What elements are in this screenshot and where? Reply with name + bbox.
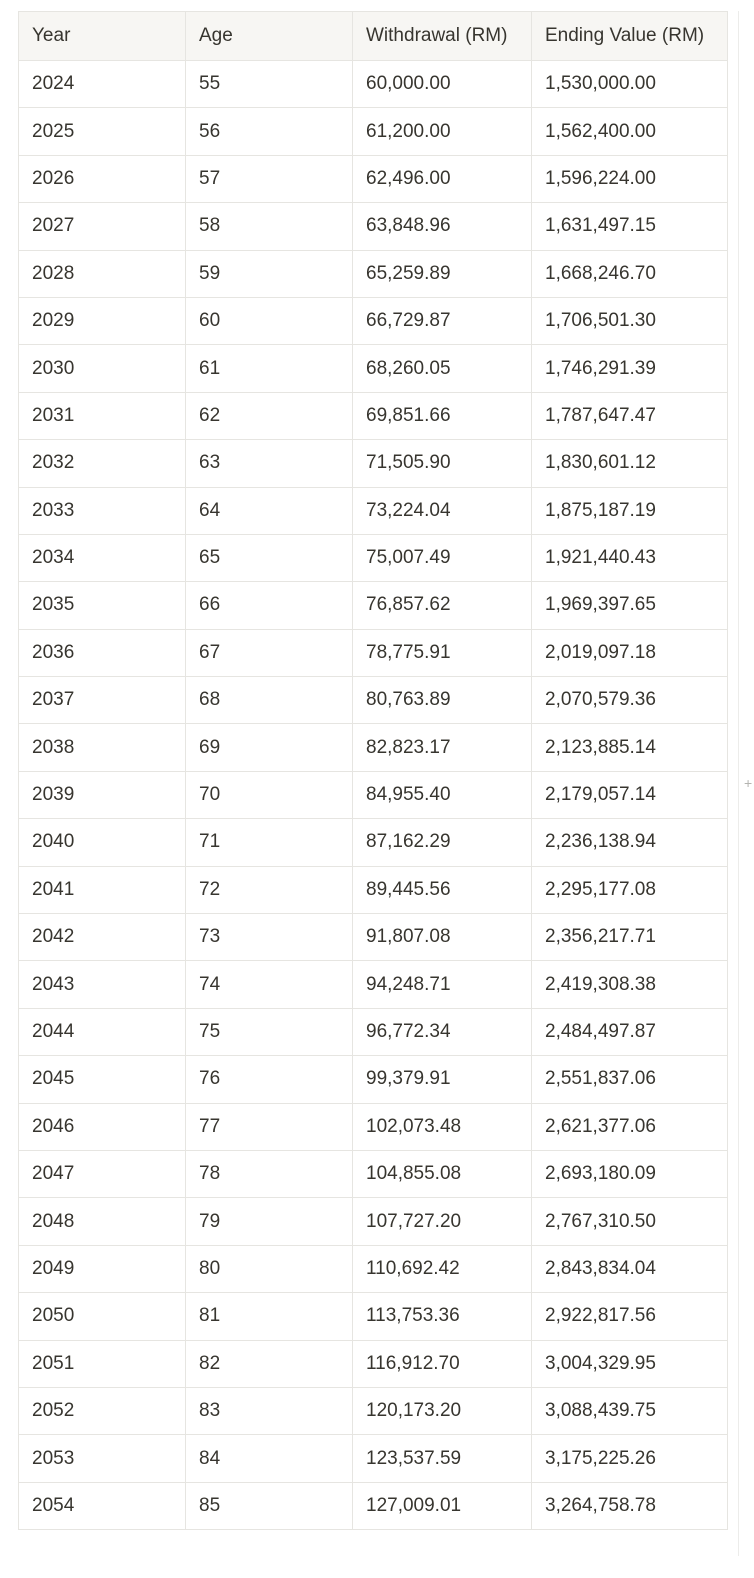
table-row [19, 724, 728, 771]
cell-age: 80 [186, 1245, 353, 1292]
cell-year: 2050 [19, 1293, 186, 1340]
cell-age: 67 [186, 629, 353, 676]
cell-year: 2024 [19, 61, 186, 108]
cell-ending-value: 2,236,138.94 [532, 819, 728, 866]
table-row [19, 677, 728, 724]
cell-age: 68 [186, 677, 353, 724]
cell-year: 2035 [19, 582, 186, 629]
cell-ending-value: 2,843,834.04 [532, 1245, 728, 1292]
cell-ending-value: 3,088,439.75 [532, 1387, 728, 1434]
cell-ending-value: 1,596,224.00 [532, 155, 728, 202]
table-row [19, 819, 728, 866]
cell-age: 73 [186, 914, 353, 961]
cell-withdrawal: 89,445.56 [353, 866, 532, 913]
cell-year: 2028 [19, 250, 186, 297]
cell-ending-value: 1,921,440.43 [532, 534, 728, 581]
cell-ending-value: 1,787,647.47 [532, 392, 728, 439]
cell-age: 56 [186, 108, 353, 155]
table-row [19, 629, 728, 676]
cell-age: 75 [186, 1008, 353, 1055]
cell-age: 63 [186, 440, 353, 487]
cell-withdrawal: 76,857.62 [353, 582, 532, 629]
table-row [19, 914, 728, 961]
table-row [19, 1293, 728, 1340]
table-row [19, 61, 728, 108]
table-row [19, 297, 728, 344]
cell-withdrawal: 123,537.59 [353, 1435, 532, 1482]
cell-age: 82 [186, 1340, 353, 1387]
cell-age: 72 [186, 866, 353, 913]
cell-ending-value: 2,179,057.14 [532, 771, 728, 818]
cell-ending-value: 2,484,497.87 [532, 1008, 728, 1055]
cell-year: 2045 [19, 1056, 186, 1103]
cell-ending-value: 2,551,837.06 [532, 1056, 728, 1103]
cell-withdrawal: 65,259.89 [353, 250, 532, 297]
cell-year: 2043 [19, 961, 186, 1008]
cell-withdrawal: 104,855.08 [353, 1150, 532, 1197]
table-row [19, 250, 728, 297]
cell-withdrawal: 71,505.90 [353, 440, 532, 487]
cell-year: 2039 [19, 771, 186, 818]
table-row [19, 1056, 728, 1103]
table-row [19, 866, 728, 913]
cell-withdrawal: 110,692.42 [353, 1245, 532, 1292]
cell-withdrawal: 82,823.17 [353, 724, 532, 771]
cell-age: 58 [186, 203, 353, 250]
cell-withdrawal: 68,260.05 [353, 345, 532, 392]
cell-age: 83 [186, 1387, 353, 1434]
cell-ending-value: 2,767,310.50 [532, 1198, 728, 1245]
cell-age: 66 [186, 582, 353, 629]
cell-withdrawal: 102,073.48 [353, 1103, 532, 1150]
table-row [19, 1150, 728, 1197]
cell-withdrawal: 80,763.89 [353, 677, 532, 724]
cell-year: 2052 [19, 1387, 186, 1434]
cell-age: 71 [186, 819, 353, 866]
table-row [19, 1008, 728, 1055]
cell-year: 2042 [19, 914, 186, 961]
cell-ending-value: 1,969,397.65 [532, 582, 728, 629]
cell-ending-value: 1,746,291.39 [532, 345, 728, 392]
cell-year: 2054 [19, 1482, 186, 1529]
cell-withdrawal: 60,000.00 [353, 61, 532, 108]
cell-age: 79 [186, 1198, 353, 1245]
cell-ending-value: 2,123,885.14 [532, 724, 728, 771]
cell-age: 78 [186, 1150, 353, 1197]
table-row [19, 155, 728, 202]
cell-ending-value: 1,631,497.15 [532, 203, 728, 250]
cell-ending-value: 2,070,579.36 [532, 677, 728, 724]
retirement-table-container [18, 11, 727, 1530]
table-body [19, 61, 728, 1530]
cell-year: 2031 [19, 392, 186, 439]
cell-ending-value: 1,668,246.70 [532, 250, 728, 297]
cell-age: 69 [186, 724, 353, 771]
cell-year: 2041 [19, 866, 186, 913]
table-row [19, 1198, 728, 1245]
cell-age: 55 [186, 61, 353, 108]
cell-year: 2049 [19, 1245, 186, 1292]
cell-year: 2047 [19, 1150, 186, 1197]
cell-ending-value: 3,264,758.78 [532, 1482, 728, 1529]
cell-age: 60 [186, 297, 353, 344]
header-age: Age [186, 12, 353, 61]
cell-year: 2029 [19, 297, 186, 344]
table-row [19, 1482, 728, 1529]
cell-withdrawal: 120,173.20 [353, 1387, 532, 1434]
cell-ending-value: 2,922,817.56 [532, 1293, 728, 1340]
cell-withdrawal: 66,729.87 [353, 297, 532, 344]
cell-age: 57 [186, 155, 353, 202]
table-row [19, 108, 728, 155]
cell-withdrawal: 75,007.49 [353, 534, 532, 581]
cell-year: 2026 [19, 155, 186, 202]
cell-withdrawal: 61,200.00 [353, 108, 532, 155]
table-row [19, 961, 728, 1008]
cell-ending-value: 2,356,217.71 [532, 914, 728, 961]
cell-year: 2032 [19, 440, 186, 487]
cell-age: 84 [186, 1435, 353, 1482]
cell-ending-value: 1,830,601.12 [532, 440, 728, 487]
cell-withdrawal: 87,162.29 [353, 819, 532, 866]
cell-year: 2038 [19, 724, 186, 771]
cell-year: 2025 [19, 108, 186, 155]
cell-withdrawal: 94,248.71 [353, 961, 532, 1008]
cell-year: 2037 [19, 677, 186, 724]
cell-ending-value: 2,419,308.38 [532, 961, 728, 1008]
cell-year: 2051 [19, 1340, 186, 1387]
cell-year: 2034 [19, 534, 186, 581]
header-year: Year [19, 12, 186, 61]
table-row [19, 203, 728, 250]
cell-ending-value: 1,875,187.19 [532, 487, 728, 534]
table-row [19, 440, 728, 487]
cell-year: 2040 [19, 819, 186, 866]
cell-age: 59 [186, 250, 353, 297]
cell-ending-value: 1,562,400.00 [532, 108, 728, 155]
cell-ending-value: 3,004,329.95 [532, 1340, 728, 1387]
cell-withdrawal: 99,379.91 [353, 1056, 532, 1103]
cell-ending-value: 3,175,225.26 [532, 1435, 728, 1482]
cell-year: 2036 [19, 629, 186, 676]
cell-ending-value: 2,621,377.06 [532, 1103, 728, 1150]
cell-ending-value: 2,019,097.18 [532, 629, 728, 676]
cell-ending-value: 1,706,501.30 [532, 297, 728, 344]
table-row [19, 345, 728, 392]
cell-year: 2030 [19, 345, 186, 392]
cell-withdrawal: 62,496.00 [353, 155, 532, 202]
cell-age: 70 [186, 771, 353, 818]
header-row [19, 12, 728, 61]
cell-year: 2053 [19, 1435, 186, 1482]
cell-withdrawal: 107,727.20 [353, 1198, 532, 1245]
table-row [19, 1245, 728, 1292]
panel-edge-divider [738, 11, 739, 1556]
table-row [19, 392, 728, 439]
cell-year: 2033 [19, 487, 186, 534]
cell-withdrawal: 113,753.36 [353, 1293, 532, 1340]
table-row [19, 1103, 728, 1150]
cell-age: 76 [186, 1056, 353, 1103]
cell-withdrawal: 69,851.66 [353, 392, 532, 439]
cell-age: 65 [186, 534, 353, 581]
cell-withdrawal: 84,955.40 [353, 771, 532, 818]
cell-age: 77 [186, 1103, 353, 1150]
cell-withdrawal: 78,775.91 [353, 629, 532, 676]
cell-year: 2027 [19, 203, 186, 250]
header-ending-value: Ending Value (RM) [532, 12, 728, 61]
cell-withdrawal: 96,772.34 [353, 1008, 532, 1055]
table-row [19, 1435, 728, 1482]
cell-ending-value: 2,295,177.08 [532, 866, 728, 913]
cell-ending-value: 1,530,000.00 [532, 61, 728, 108]
cell-year: 2044 [19, 1008, 186, 1055]
table-row [19, 487, 728, 534]
cell-age: 62 [186, 392, 353, 439]
cell-withdrawal: 63,848.96 [353, 203, 532, 250]
cell-withdrawal: 73,224.04 [353, 487, 532, 534]
cell-age: 61 [186, 345, 353, 392]
cell-withdrawal: 127,009.01 [353, 1482, 532, 1529]
table-row [19, 1340, 728, 1387]
cell-withdrawal: 91,807.08 [353, 914, 532, 961]
retirement-withdrawal-table [18, 11, 728, 1530]
cell-year: 2048 [19, 1198, 186, 1245]
table-header [19, 12, 728, 61]
table-row [19, 534, 728, 581]
table-row [19, 1387, 728, 1434]
table-row [19, 771, 728, 818]
cell-age: 74 [186, 961, 353, 1008]
cell-age: 64 [186, 487, 353, 534]
cell-age: 81 [186, 1293, 353, 1340]
cell-age: 85 [186, 1482, 353, 1529]
resize-handle-icon[interactable]: + [744, 775, 753, 791]
cell-ending-value: 2,693,180.09 [532, 1150, 728, 1197]
cell-year: 2046 [19, 1103, 186, 1150]
cell-withdrawal: 116,912.70 [353, 1340, 532, 1387]
header-withdrawal: Withdrawal (RM) [353, 12, 532, 61]
table-row [19, 582, 728, 629]
